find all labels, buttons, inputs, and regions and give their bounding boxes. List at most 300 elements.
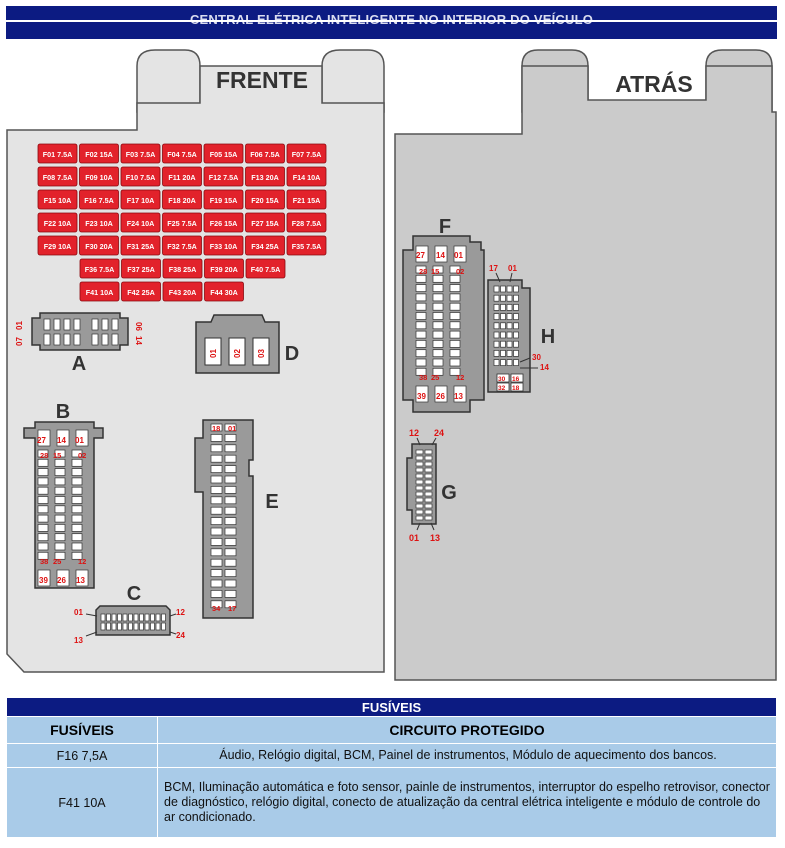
- front-panel: [7, 50, 776, 680]
- svg-text:F10 7.5A: F10 7.5A: [125, 173, 156, 182]
- svg-text:F12 7.5A: F12 7.5A: [208, 173, 239, 182]
- pin-cell: [225, 476, 236, 483]
- pin-label: 02: [233, 349, 242, 358]
- pin-cell: [416, 340, 426, 347]
- pin-cell: [494, 350, 499, 356]
- pin-cell: [425, 474, 432, 478]
- fuse-f38: [163, 259, 202, 278]
- pin-cell: [74, 319, 80, 330]
- pin-label: 02: [78, 451, 87, 460]
- pin-cell: [501, 304, 506, 310]
- pin-cell: [501, 314, 506, 320]
- pin-cell: [211, 590, 222, 597]
- pin-cell: [211, 549, 222, 556]
- pin-cell: [507, 323, 512, 329]
- pin-label: 12: [456, 373, 465, 382]
- pin-cell: [211, 455, 222, 462]
- svg-text:F17 10A: F17 10A: [126, 196, 155, 205]
- pin-cell: [507, 350, 512, 356]
- svg-text:F33 10A: F33 10A: [209, 242, 238, 251]
- pin-cell: [225, 466, 236, 473]
- pin-cell: [514, 323, 519, 329]
- pin-cell: [102, 319, 108, 330]
- fuse-f29: [38, 236, 77, 255]
- fuse-f17: [121, 190, 160, 209]
- pin-label: 30: [532, 353, 541, 362]
- fuse-f27: [246, 213, 285, 232]
- fuse-f32: [163, 236, 202, 255]
- pin-cell: [416, 474, 423, 478]
- pin-cell: [450, 322, 460, 329]
- pin-cell: [145, 623, 149, 630]
- pin-cell: [55, 506, 65, 513]
- pin-cell: [92, 319, 98, 330]
- pin-label: 01: [508, 264, 517, 273]
- pin-cell: [38, 487, 48, 494]
- pin-cell: [225, 486, 236, 493]
- pin-cell: [55, 497, 65, 504]
- pin-label: 34: [212, 604, 221, 613]
- pin-cell: [433, 350, 443, 357]
- pin-cell: [494, 286, 499, 292]
- svg-text:F28 7.5A: F28 7.5A: [291, 219, 322, 228]
- svg-text:F16 7.5A: F16 7.5A: [84, 196, 114, 205]
- pin-cell: [72, 487, 82, 494]
- pin-cell: [107, 614, 111, 621]
- connector-d-label: D: [284, 343, 300, 365]
- pin-label: 01: [454, 251, 463, 260]
- pin-label: 14: [540, 363, 549, 372]
- pin-label: 18: [512, 385, 520, 392]
- pin-cell: [72, 524, 82, 531]
- pin-cell: [211, 580, 222, 587]
- connector-b-label: B: [55, 401, 71, 423]
- pin-cell: [425, 480, 432, 484]
- pin-cell: [450, 285, 460, 292]
- pin-cell: [55, 469, 65, 476]
- pin-cell: [507, 304, 512, 310]
- pin-cell: [416, 450, 423, 454]
- svg-text:F24 10A: F24 10A: [126, 219, 155, 228]
- fuse-f16: [80, 190, 119, 209]
- pin-cell: [112, 334, 118, 345]
- pin-cell: [416, 275, 426, 282]
- svg-text:F29 10A: F29 10A: [43, 242, 72, 251]
- pin-cell: [507, 286, 512, 292]
- pin-cell: [433, 275, 443, 282]
- pin-label: 25: [431, 373, 440, 382]
- pin-cell: [74, 334, 80, 345]
- pin-cell: [416, 498, 423, 502]
- pin-cell: [494, 314, 499, 320]
- col-header-circuit: CIRCUITO PROTEGIDO: [158, 717, 777, 744]
- fuse-f20: [246, 190, 285, 209]
- pin-label: 13: [454, 392, 463, 401]
- svg-text:F19 15A: F19 15A: [209, 196, 238, 205]
- pin-cell: [507, 360, 512, 366]
- svg-text:F31 25A: F31 25A: [126, 242, 155, 251]
- pin-cell: [494, 295, 499, 301]
- pin-label: 01: [209, 349, 218, 358]
- pin-label: 32: [498, 385, 506, 392]
- pin-cell: [416, 359, 426, 366]
- connector-g-label: G: [441, 482, 457, 504]
- pin-label: 24: [434, 428, 445, 438]
- pin-cell: [72, 534, 82, 541]
- svg-text:F01 7.5A: F01 7.5A: [42, 150, 73, 159]
- pin-cell: [72, 543, 82, 550]
- pin-cell: [112, 614, 116, 621]
- pin-cell: [129, 614, 133, 621]
- pin-cell: [507, 341, 512, 347]
- pin-cell: [514, 314, 519, 320]
- pin-cell: [433, 359, 443, 366]
- pin-label: 28: [419, 267, 428, 276]
- pin-cell: [425, 504, 432, 508]
- pin-cell: [145, 614, 149, 621]
- pin-cell: [501, 323, 506, 329]
- fuse-f09: [80, 167, 119, 186]
- pin-cell: [425, 492, 432, 496]
- pin-cell: [450, 275, 460, 282]
- pin-cell: [44, 334, 50, 345]
- pin-cell: [211, 497, 222, 504]
- pin-cell: [416, 331, 426, 338]
- pin-cell: [225, 538, 236, 545]
- pin-cell: [156, 623, 160, 630]
- pin-cell: [64, 334, 70, 345]
- pin-cell: [494, 323, 499, 329]
- svg-text:F43 20A: F43 20A: [168, 288, 197, 297]
- pin-cell: [55, 534, 65, 541]
- pin-cell: [494, 360, 499, 366]
- pin-cell: [450, 303, 460, 310]
- pin-label: 39: [417, 392, 426, 401]
- pin-cell: [118, 623, 122, 630]
- pin-cell: [134, 623, 138, 630]
- pin-cell: [416, 486, 423, 490]
- pin-cell: [514, 304, 519, 310]
- pin-label: 03: [257, 349, 266, 358]
- pin-cell: [225, 507, 236, 514]
- fuse-f35: [287, 236, 326, 255]
- svg-text:F39 20A: F39 20A: [210, 265, 238, 274]
- fuse-f03: [121, 144, 160, 163]
- pin-cell: [507, 314, 512, 320]
- pin-cell: [416, 456, 423, 460]
- fuse-f06: [246, 144, 285, 163]
- fuse-f39: [205, 259, 244, 278]
- svg-text:F40 7.5A: F40 7.5A: [250, 265, 281, 274]
- pin-label: 39: [39, 576, 48, 585]
- pin-cell: [38, 534, 48, 541]
- pin-label: 16: [512, 376, 520, 383]
- pin-cell: [211, 570, 222, 577]
- svg-text:F05 15A: F05 15A: [209, 150, 238, 159]
- circuit-cell: Áudio, Relógio digital, BCM, Painel de instrumentos, Módulo de aquecimento dos bancos.: [158, 744, 777, 768]
- pin-cell: [55, 459, 65, 466]
- pin-cell: [416, 313, 426, 320]
- svg-text:F44 30A: F44 30A: [210, 288, 238, 297]
- pin-cell: [433, 313, 443, 320]
- pin-cell: [134, 614, 138, 621]
- fuse-f25: [163, 213, 202, 232]
- pin-cell: [514, 341, 519, 347]
- svg-text:F07 7.5A: F07 7.5A: [291, 150, 322, 159]
- pin-cell: [514, 286, 519, 292]
- fuse-f43: [163, 282, 202, 301]
- pin-cell: [211, 518, 222, 525]
- pin-cell: [416, 516, 423, 520]
- pin-cell: [514, 332, 519, 338]
- pin-cell: [64, 319, 70, 330]
- pin-cell: [54, 334, 60, 345]
- pin-cell: [140, 614, 144, 621]
- svg-text:F06 7.5A: F06 7.5A: [250, 150, 280, 159]
- pin-cell: [151, 614, 155, 621]
- pin-label: 26: [57, 576, 66, 585]
- pin-cell: [92, 334, 98, 345]
- pin-cell: [38, 469, 48, 476]
- pin-label: 17: [228, 604, 237, 613]
- pin-cell: [416, 468, 423, 472]
- pin-cell: [101, 623, 105, 630]
- pin-cell: [55, 478, 65, 485]
- pin-label: 14: [134, 336, 143, 345]
- pin-cell: [55, 543, 65, 550]
- pin-label: 14: [57, 436, 66, 445]
- col-header-fuse: FUSÍVEIS: [7, 717, 158, 744]
- pin-cell: [225, 528, 236, 535]
- pin-cell: [38, 506, 48, 513]
- fuse-f40: [246, 259, 285, 278]
- pin-label: 06: [134, 322, 143, 331]
- pin-label: 02: [456, 267, 465, 276]
- pin-cell: [425, 486, 432, 490]
- fuse-f44: [205, 282, 244, 301]
- pin-label: 07: [15, 337, 24, 346]
- pin-cell: [55, 515, 65, 522]
- svg-text:F21 15A: F21 15A: [292, 196, 321, 205]
- pin-cell: [72, 506, 82, 513]
- pin-label: 27: [416, 251, 425, 260]
- pin-cell: [123, 614, 127, 621]
- pin-label: 17: [489, 264, 498, 273]
- connector-e-label: E: [265, 491, 279, 513]
- pin-cell: [72, 478, 82, 485]
- pin-cell: [54, 319, 60, 330]
- svg-text:F42 25A: F42 25A: [127, 288, 155, 297]
- pin-cell: [450, 359, 460, 366]
- pin-cell: [416, 285, 426, 292]
- fuse-f14: [287, 167, 326, 186]
- svg-text:F14 10A: F14 10A: [292, 173, 321, 182]
- pin-cell: [72, 459, 82, 466]
- pin-cell: [494, 304, 499, 310]
- pin-label: 27: [37, 436, 46, 445]
- pin-cell: [450, 313, 460, 320]
- pin-cell: [433, 303, 443, 310]
- fuse-f41: [80, 282, 119, 301]
- pin-cell: [514, 350, 519, 356]
- pin-cell: [425, 498, 432, 502]
- fuse-f33: [204, 236, 243, 255]
- fuse-f19: [204, 190, 243, 209]
- pin-cell: [425, 516, 432, 520]
- svg-text:F25 7.5A: F25 7.5A: [167, 219, 197, 228]
- pin-cell: [501, 350, 506, 356]
- pin-cell: [101, 614, 105, 621]
- fuse-f31: [121, 236, 160, 255]
- connector-h-label: H: [540, 326, 556, 348]
- fuse-cell: F41 10A: [7, 768, 158, 838]
- pin-cell: [507, 295, 512, 301]
- pin-cell: [225, 580, 236, 587]
- fuse-f15: [38, 190, 77, 209]
- pin-cell: [425, 456, 432, 460]
- pin-cell: [38, 478, 48, 485]
- pin-cell: [211, 445, 222, 452]
- pin-cell: [425, 468, 432, 472]
- pin-cell: [72, 515, 82, 522]
- fuse-f22: [38, 213, 77, 232]
- pin-label: 26: [436, 392, 445, 401]
- pin-label: 38: [40, 557, 49, 566]
- fuse-box-diagram: [0, 40, 785, 692]
- pin-label: 25: [53, 557, 62, 566]
- pin-cell: [102, 334, 108, 345]
- pin-label: 01: [15, 321, 24, 330]
- pin-label: 12: [409, 428, 420, 438]
- fuse-f24: [121, 213, 160, 232]
- fuse-f04: [163, 144, 202, 163]
- pin-label: 38: [419, 373, 428, 382]
- pin-cell: [416, 510, 423, 514]
- pin-label: 28: [40, 451, 49, 460]
- pin-label: 13: [430, 533, 441, 543]
- fuse-f21: [287, 190, 326, 209]
- pin-label: 14: [436, 251, 445, 260]
- pin-label: 15: [53, 451, 62, 460]
- pin-cell: [416, 303, 426, 310]
- connector-f-label: F: [438, 216, 452, 238]
- front-label: FRENTE: [216, 67, 308, 93]
- svg-text:F34 25A: F34 25A: [251, 242, 279, 251]
- svg-text:F35 7.5A: F35 7.5A: [291, 242, 322, 251]
- fuse-f30: [80, 236, 119, 255]
- fuse-f12: [204, 167, 243, 186]
- pin-cell: [162, 623, 166, 630]
- title-rule: [6, 20, 777, 22]
- pin-label: 12: [176, 608, 185, 617]
- pin-cell: [55, 487, 65, 494]
- pin-cell: [225, 445, 236, 452]
- connector-c-label: C: [126, 583, 142, 605]
- circuit-cell: BCM, Iluminação automática e foto sensor, painle de instrumentos, interruptor do espelho retrovisor, conector de diagnóstico, relógio digital, conecto de atualização da central elétrica inteligente e módulo de controle do ar condicionado.: [158, 768, 777, 838]
- svg-text:F36 7.5A: F36 7.5A: [84, 265, 115, 274]
- table-row: [7, 768, 777, 838]
- pin-cell: [425, 450, 432, 454]
- pin-cell: [123, 623, 127, 630]
- svg-text:F23 10A: F23 10A: [85, 219, 113, 228]
- pin-cell: [501, 286, 506, 292]
- fuse-grid: [38, 144, 326, 301]
- pin-cell: [129, 623, 133, 630]
- pin-cell: [112, 623, 116, 630]
- pin-cell: [433, 340, 443, 347]
- pin-label: 30: [498, 376, 506, 383]
- pin-cell: [38, 459, 48, 466]
- pin-label: 13: [76, 576, 85, 585]
- svg-text:F38 25A: F38 25A: [168, 265, 197, 274]
- pin-cell: [107, 623, 111, 630]
- svg-text:F04 7.5A: F04 7.5A: [167, 150, 197, 159]
- fuse-f28: [287, 213, 326, 232]
- pin-cell: [38, 543, 48, 550]
- svg-text:F03 7.5A: F03 7.5A: [125, 150, 156, 159]
- pin-cell: [501, 295, 506, 301]
- fuse-f10: [121, 167, 160, 186]
- svg-text:F22 10A: F22 10A: [43, 219, 72, 228]
- table-title: FUSÍVEIS: [7, 698, 777, 717]
- pin-cell: [450, 294, 460, 301]
- pin-cell: [225, 434, 236, 441]
- pin-cell: [416, 492, 423, 496]
- svg-text:F11 20A: F11 20A: [168, 173, 196, 182]
- pin-cell: [501, 332, 506, 338]
- pin-cell: [211, 559, 222, 566]
- pin-label: 01: [74, 608, 83, 617]
- pin-cell: [38, 524, 48, 531]
- pin-label: 12: [78, 557, 87, 566]
- pin-label: 18: [212, 424, 221, 433]
- pin-label: 01: [75, 436, 84, 445]
- pin-cell: [112, 319, 118, 330]
- fuse-f36: [80, 259, 119, 278]
- fuse-f02: [80, 144, 119, 163]
- pin-cell: [433, 294, 443, 301]
- pin-cell: [450, 340, 460, 347]
- pin-cell: [416, 462, 423, 466]
- fuse-f42: [122, 282, 161, 301]
- title-bar: [6, 6, 777, 39]
- svg-text:F18 20A: F18 20A: [168, 196, 196, 205]
- pin-cell: [38, 515, 48, 522]
- svg-text:F15 10A: F15 10A: [43, 196, 72, 205]
- fuse-f13: [246, 167, 285, 186]
- pin-cell: [44, 319, 50, 330]
- pin-cell: [118, 614, 122, 621]
- pin-cell: [225, 549, 236, 556]
- svg-text:F26 15A: F26 15A: [209, 219, 238, 228]
- svg-text:F13 20A: F13 20A: [251, 173, 279, 182]
- pin-cell: [501, 360, 506, 366]
- pin-cell: [55, 524, 65, 531]
- svg-text:F09 10A: F09 10A: [85, 173, 113, 182]
- pin-cell: [225, 590, 236, 597]
- svg-text:F30 20A: F30 20A: [85, 242, 113, 251]
- pin-cell: [416, 504, 423, 508]
- pin-cell: [501, 341, 506, 347]
- pin-cell: [72, 469, 82, 476]
- rear-label: ATRÁS: [615, 71, 693, 97]
- pin-cell: [151, 623, 155, 630]
- connector-f: [403, 216, 484, 412]
- pin-cell: [416, 322, 426, 329]
- pin-cell: [225, 559, 236, 566]
- svg-text:F08 7.5A: F08 7.5A: [42, 173, 73, 182]
- pin-cell: [38, 497, 48, 504]
